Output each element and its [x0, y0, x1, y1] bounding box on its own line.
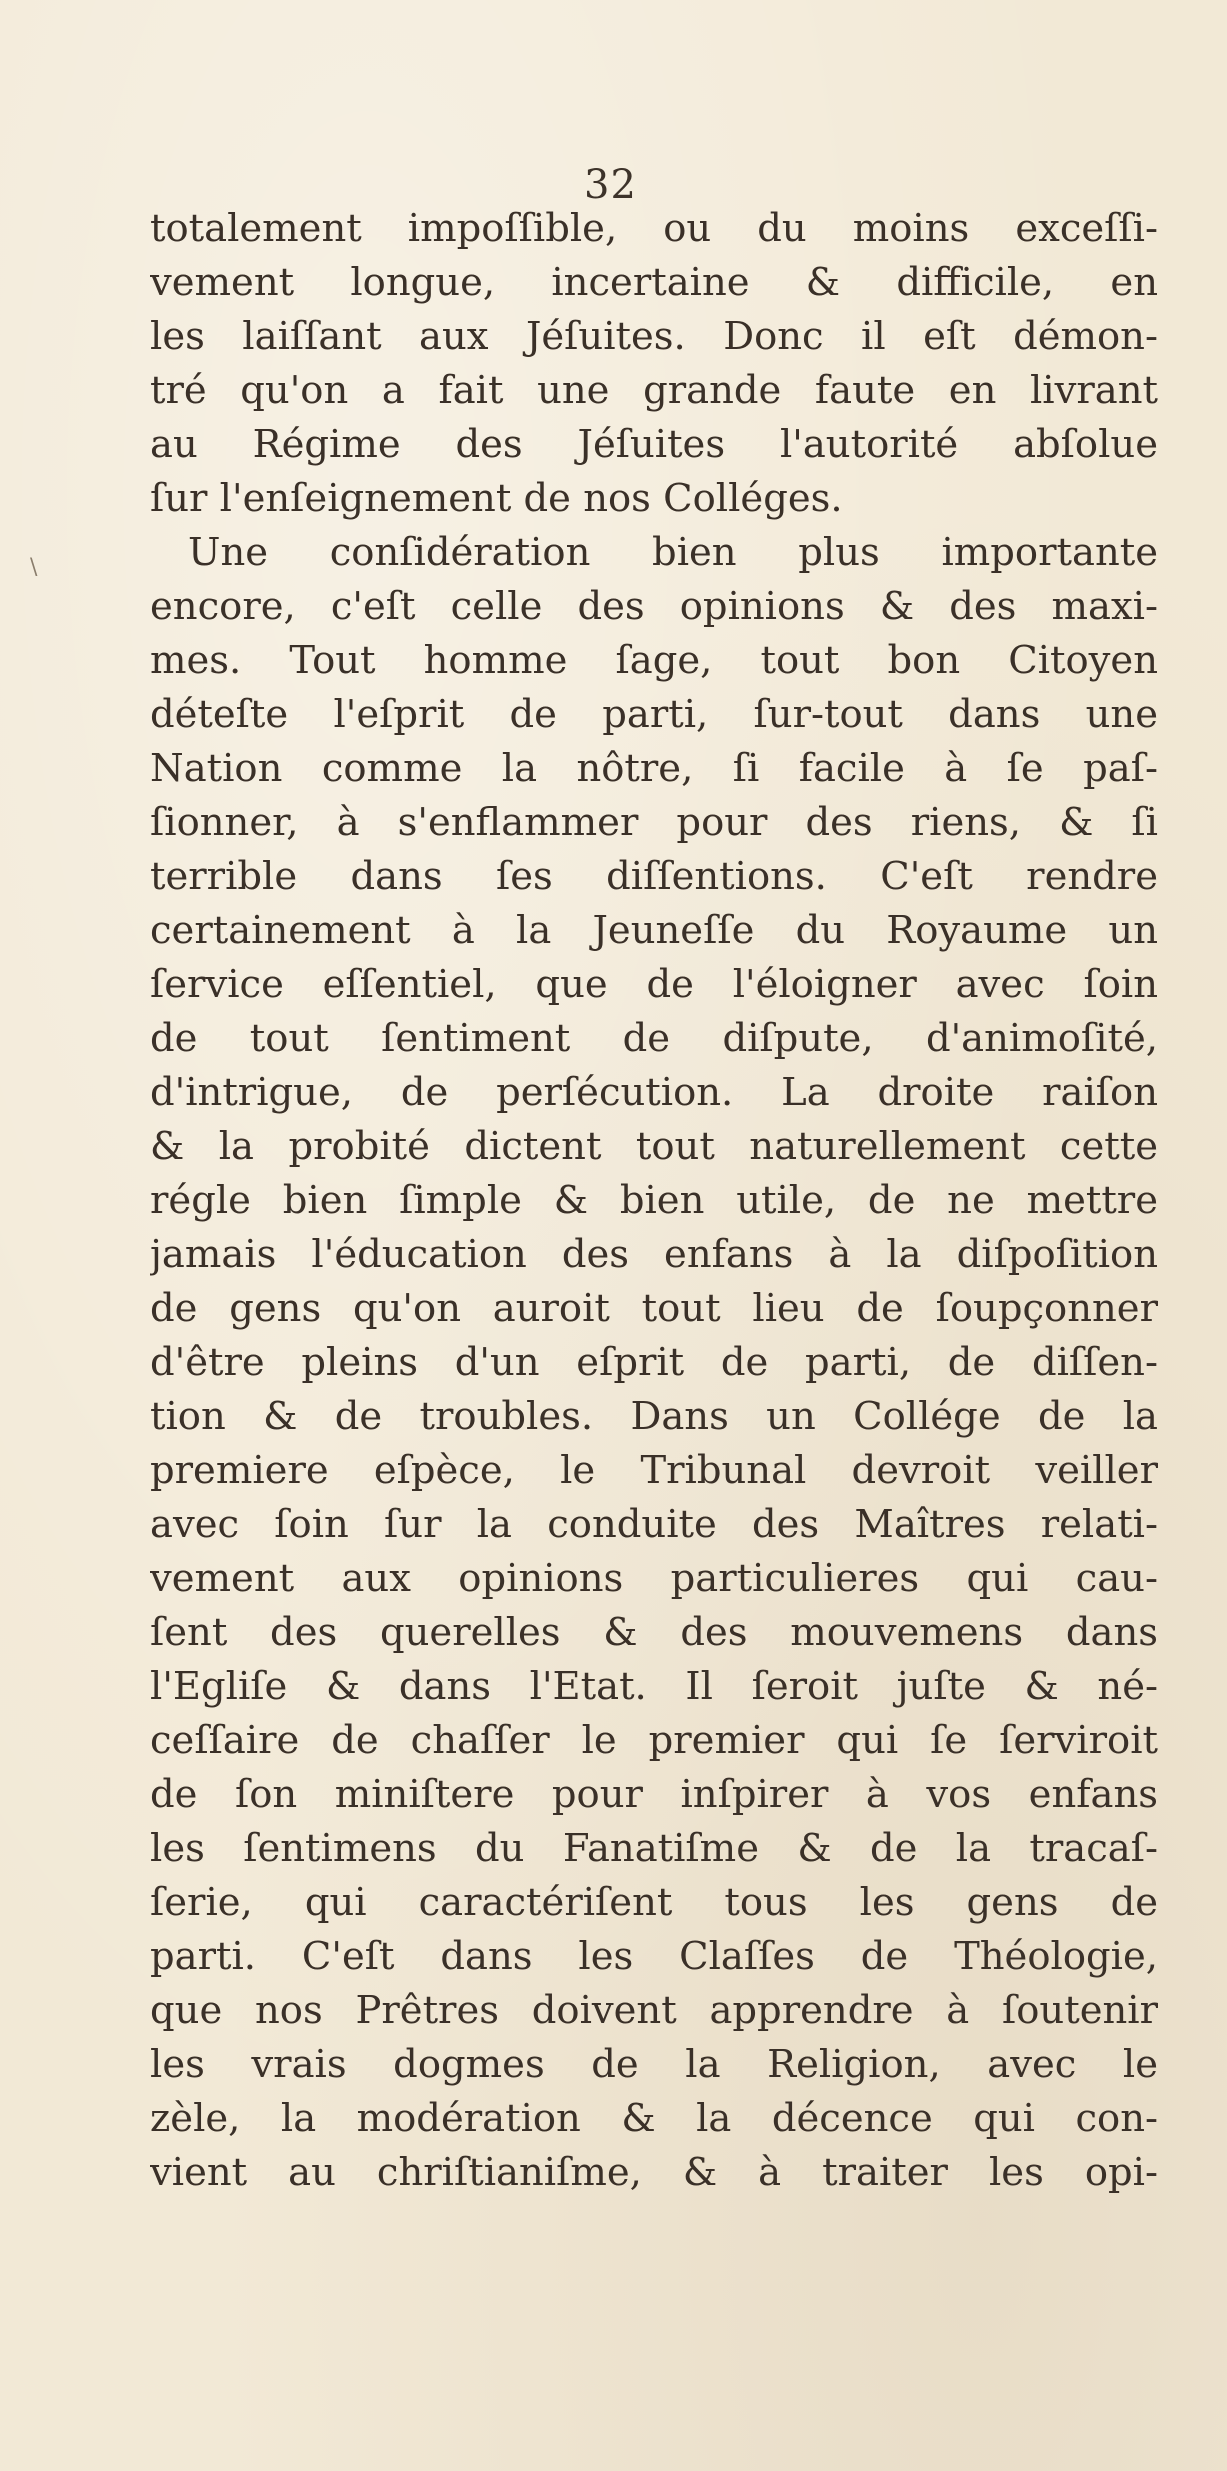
text-line: certainement à la Jeuneſſe du Royaume un [150, 908, 1158, 953]
text-line: jamais l'éducation des enfans à la diſpoſition [150, 1232, 1158, 1277]
text-line: de gens qu'on auroit tout lieu de ſoupçonner [150, 1286, 1158, 1331]
text-line: premiere eſpèce, le Tribunal devroit veiller [150, 1448, 1158, 1493]
text-line: ſur l'enſeignement de nos Colléges. [150, 476, 843, 521]
text-line: d'être pleins d'un eſprit de parti, de diſſen- [150, 1340, 1158, 1385]
text-line: ceſſaire de chaſſer le premier qui ſe ſerviroit [150, 1718, 1158, 1763]
text-line: vement aux opinions particulieres qui cau- [150, 1556, 1158, 1601]
body-text [150, 202, 1158, 2200]
text-line: ſerie, qui caractériſent tous les gens de [150, 1880, 1158, 1925]
text-line: avec ſoin ſur la conduite des Maîtres relati- [150, 1502, 1158, 1547]
text-line: déteſte l'eſprit de parti, ſur-tout dans une [150, 692, 1158, 737]
text-line: terrible dans ſes diſſentions. C'eſt rendre [150, 854, 1158, 899]
text-line: l'Egliſe & dans l'Etat. Il ſeroit juſte & né- [150, 1664, 1158, 1709]
text-line: de ſon miniſtere pour inſpirer à vos enfans [150, 1772, 1158, 1817]
text-line: de tout ſentiment de diſpute, d'animoſité, [150, 1016, 1158, 1061]
text-line: les laiſſant aux Jéſuites. Donc il eſt démon- [150, 314, 1158, 359]
text-line: Nation comme la nôtre, ſi facile à ſe paſ- [150, 746, 1158, 791]
text-line: ſionner, à s'enflammer pour des riens, & ſi [150, 800, 1158, 845]
text-line: vement longue, incertaine & difficile, en [150, 260, 1158, 305]
text-line: vient au chriſtianiſme, & à traiter les opi- [150, 2150, 1158, 2195]
text-line: que nos Prêtres doivent apprendre à ſoutenir [150, 1988, 1158, 2033]
text-line: tion & de troubles. Dans un Collége de la [150, 1394, 1158, 1439]
text-line: encore, c'eſt celle des opinions & des maxi- [150, 584, 1158, 629]
text-line: les ſentimens du Fanatiſme & de la tracaſ- [150, 1826, 1158, 1871]
text-line: ſervice eſſentiel, que de l'éloigner avec ſoin [150, 962, 1158, 1007]
page-number: 32 [584, 162, 637, 208]
text-line: régle bien ſimple & bien utile, de ne mettre [150, 1178, 1158, 1223]
text-line: & la probité dictent tout naturellement cette [150, 1124, 1158, 1169]
text-line: les vrais dogmes de la Religion, avec le [150, 2042, 1158, 2087]
text-line: totalement impoſſible, ou du moins exceſſi- [150, 206, 1158, 251]
text-line: zèle, la modération & la décence qui con- [150, 2096, 1158, 2141]
text-line: ſent des querelles & des mouvemens dans [150, 1610, 1158, 1655]
text-line: Une conſidération bien plus importante [188, 530, 1158, 575]
text-line: d'intrigue, de perſécution. La droite raiſon [150, 1070, 1158, 1115]
text-line: parti. C'eſt dans les Claſſes de Théologie, [150, 1934, 1158, 1979]
margin-mark: \ [30, 555, 38, 580]
text-line: au Régime des Jéſuites l'autorité abſolue [150, 422, 1158, 467]
text-line: tré qu'on a fait une grande faute en livrant [150, 368, 1158, 413]
text-line: mes. Tout homme ſage, tout bon Citoyen [150, 638, 1158, 683]
